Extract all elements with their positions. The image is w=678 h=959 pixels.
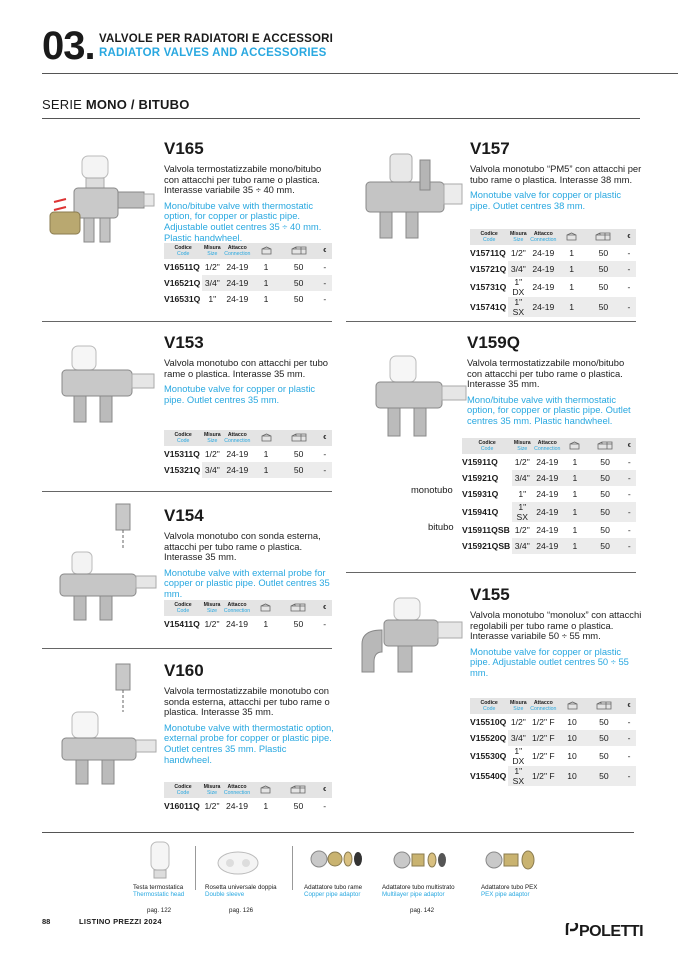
cell-size: 1/2" (510, 248, 526, 258)
price-header: € (623, 438, 636, 454)
cell-unit-qty: 1 (263, 801, 269, 811)
carton-box-icon (596, 701, 612, 710)
table-header-row (470, 229, 636, 245)
cell-product-code: V16011Q (164, 801, 200, 811)
cell-product-code: V15311Q (164, 449, 200, 459)
cell-connection: 1/2" F (532, 751, 555, 761)
table-header-row (164, 782, 332, 798)
cell-price: - (323, 449, 327, 459)
column-header: Codice Code (470, 229, 508, 245)
accessory-label-en: PEX pipe adaptor (481, 891, 530, 899)
cell-price: - (323, 619, 327, 629)
pack-unit-header (252, 243, 279, 259)
cell-connection: 24-19 (226, 262, 249, 272)
accessory-separator (195, 846, 196, 890)
column-header: Codice Code (462, 438, 512, 454)
section-divider (346, 572, 636, 573)
cell-unit-qty: 1 (562, 502, 587, 522)
column-header: Codice Code (164, 243, 202, 259)
cell-connection: 24-19 (222, 462, 252, 478)
pack-unit-header (558, 229, 585, 245)
cell-connection: 24-19 (226, 801, 248, 811)
cell-size: 1/2" (204, 801, 220, 811)
cell-carton-qty: 50 (293, 294, 304, 304)
product-desc-it: Valvola termostatizzabile mono/bitubo con attacchi per tubo rame o plastica. Interasse 35 mm. (467, 357, 625, 390)
column-header: Misura Size (203, 432, 221, 444)
product-name: V153 (164, 333, 204, 352)
column-header: Misura Size (513, 440, 531, 452)
product-name: V165 (164, 139, 204, 158)
cell-connection: 24-19 (222, 275, 252, 291)
column-header: Misura Size (203, 784, 221, 796)
accessory-thermostatic-head (133, 884, 184, 899)
product-desc-it: Valvola monotubo con attacchi per tubo rame o plastica. Interasse 35 mm. (164, 357, 328, 379)
table-row (164, 798, 332, 814)
cell-carton-qty: 50 (598, 282, 609, 292)
cell-unit-qty: 1 (572, 457, 578, 467)
cell-connection: 24-19 (532, 248, 555, 258)
column-header: Misura Size (509, 231, 527, 243)
price-header: € (317, 782, 332, 798)
table-row (470, 714, 636, 730)
column-header: Attacco Connection (224, 432, 251, 444)
table-header-row (470, 698, 636, 714)
cell-product-code: V15530Q (470, 751, 507, 761)
table-header-row (164, 600, 332, 616)
cell-price: - (627, 717, 631, 727)
product-desc-en: Mono/bitube valve with thermostatic option, for copper or plastic pipe. Outlet centres 35 mm. Plastic handwheel. (467, 393, 631, 426)
cell-carton-qty: 50 (293, 262, 304, 272)
chapter-number: 03. (42, 24, 95, 68)
cell-size: 3/4" (508, 261, 528, 277)
cell-product-code: V15741Q (470, 297, 508, 317)
cell-product-code: V16521Q (164, 275, 202, 291)
accessory-label-it: Testa termostatica (133, 884, 184, 891)
cell-connection: 24-19 (532, 538, 562, 554)
cell-price: - (627, 457, 631, 467)
series-divider (42, 118, 640, 119)
cell-product-code: V15721Q (470, 261, 508, 277)
product-desc-en: Monotube valve with external probe for copper or plastic pipe. Outlet centres 35 mm. (164, 566, 330, 599)
cell-unit-qty: 1 (572, 489, 578, 499)
cell-carton-qty: 50 (598, 248, 609, 258)
column-header: Attacco Connection (223, 602, 251, 614)
product-name: V157 (470, 139, 510, 158)
v153-valve-image (52, 340, 156, 430)
cell-product-code: V15911QSB (462, 525, 510, 535)
cell-price: - (323, 294, 327, 304)
accessory-double-sleeve (205, 884, 277, 899)
column-header: Attacco Connection (530, 231, 557, 243)
header-divider (42, 73, 678, 74)
product-table-v165 (164, 243, 332, 307)
brand-name: POLETTI (579, 923, 644, 940)
accessories-divider (42, 832, 634, 833)
table-row (470, 297, 636, 317)
accessory-separator (292, 846, 293, 890)
product-desc-en: Monotube valve for copper or plastic pipe. Adjustable outlet centres 50 ÷ 55 mm. (470, 645, 629, 678)
cell-unit-qty: 1 (569, 282, 575, 292)
cell-carton-qty: 50 (588, 538, 623, 554)
table-row (164, 446, 332, 462)
cell-carton-qty: 50 (600, 457, 610, 467)
cell-product-code: V15921QSB (462, 538, 512, 554)
cell-unit-qty: 10 (567, 717, 577, 727)
catalog-name: LISTINO PREZZI 2024 (79, 917, 162, 926)
cell-product-code: V15921Q (462, 470, 512, 486)
cell-unit-qty: 1 (569, 248, 575, 258)
table-header-row (164, 243, 332, 259)
cell-size: 1/2" (204, 619, 220, 629)
table-row (462, 454, 636, 470)
v157-valve-image (358, 150, 466, 246)
product-desc-it: Valvola monotubo “monolux” con attacchi regolabili per tubo rame o plastica. Interasse variabile 50 ÷ 55 mm. (470, 609, 642, 642)
cell-carton-qty: 50 (280, 462, 318, 478)
pack-carton-header (279, 600, 317, 616)
table-header-row (462, 438, 636, 454)
product-desc-it: Valvola termostatizzabile monotubo con sonda esterna, attacchi per tubo rame o plastica. Interasse 35 mm. (164, 685, 330, 718)
cell-price: - (627, 525, 631, 535)
cell-size: 1" DX (512, 277, 525, 297)
cell-price: - (323, 801, 327, 811)
pack-carton-header (279, 782, 317, 798)
product-v153 (164, 334, 336, 405)
cell-unit-qty: 1 (252, 462, 279, 478)
cell-unit-qty: 1 (572, 525, 578, 535)
cell-size: 3/4" (202, 275, 222, 291)
thermostatic-head-image (148, 840, 172, 880)
cell-connection: 24-19 (226, 449, 249, 459)
cell-size: 1" SX (508, 766, 528, 786)
single-box-icon (261, 433, 272, 442)
cell-product-code: V15941Q (462, 502, 512, 522)
price-header: € (622, 698, 636, 714)
cell-connection: 24-19 (532, 502, 562, 522)
product-table-v157 (470, 229, 636, 317)
cell-carton-qty: 50 (599, 751, 609, 761)
cell-price: - (627, 489, 631, 499)
accessory-multilayer-adaptor (382, 884, 455, 899)
v160-valve-image (56, 660, 160, 788)
cell-product-code: V15911Q (462, 457, 498, 467)
table-row (462, 538, 636, 554)
cell-carton-qty: 50 (599, 717, 609, 727)
cell-price: - (627, 248, 631, 258)
accessory-label-en: Copper pipe adaptor (304, 891, 361, 899)
price-header: € (317, 600, 332, 616)
cell-unit-qty: 1 (263, 619, 269, 629)
cell-size: 1/2" (204, 449, 220, 459)
cell-size: 3/4" (202, 462, 222, 478)
cell-size: 1" DX (512, 746, 525, 766)
table-row (164, 616, 332, 632)
cell-unit-qty: 1 (558, 297, 585, 317)
column-header: Attacco Connection (534, 440, 561, 452)
table-row (164, 462, 332, 478)
product-desc-it: Valvola termostatizzabile mono/bitubo con attacchi per tubo rame o plastica. Interasse variabile 35 ÷ 40 mm. (164, 163, 322, 196)
accessory-label-it: Adattatore tubo PEX (481, 884, 538, 891)
cell-carton-qty: 50 (600, 489, 610, 499)
cell-size: 1/2" (204, 262, 220, 272)
cell-unit-qty: 1 (252, 275, 279, 291)
table-row (164, 259, 332, 275)
carton-box-icon (595, 232, 611, 241)
double-sleeve-image (216, 846, 260, 876)
cell-carton-qty: 50 (586, 730, 622, 746)
series-prefix: SERIE (42, 97, 83, 112)
cell-connection: 24-19 (528, 297, 558, 317)
table-row (164, 291, 332, 307)
cell-product-code: V15540Q (470, 766, 508, 786)
section-divider (42, 321, 332, 322)
cell-size: 1/2" (514, 525, 530, 535)
cell-size: 1" (518, 489, 527, 499)
group-label-bitubo: bitubo (428, 521, 454, 532)
cell-connection: 24-19 (226, 294, 249, 304)
column-header: Misura Size (203, 602, 221, 614)
product-desc-en: Mono/bitube valve with thermostatic option, for copper or plastic pipe. Adjustable outlet centres 35 ÷ 40 mm. Plastic handwheel. (164, 199, 322, 243)
product-desc-en: Monotube valve for copper or plastic pipe. Outlet centres 35 mm. (164, 383, 316, 405)
pack-unit-header (252, 430, 279, 446)
cell-price: - (623, 502, 636, 522)
v165-valve-image (44, 150, 156, 248)
product-v157 (470, 140, 642, 211)
column-header: Attacco Connection (223, 784, 251, 796)
product-table-v155 (470, 698, 636, 786)
cell-product-code: V15711Q (470, 248, 506, 258)
brand-logo (565, 923, 643, 941)
cell-connection: 24-19 (536, 457, 559, 467)
page-ref-link[interactable]: pag. 126 (229, 907, 254, 914)
carton-box-icon (291, 433, 307, 442)
cell-unit-qty: 1 (263, 449, 269, 459)
product-table-v153 (164, 430, 332, 478)
column-header: Attacco Connection (224, 245, 251, 257)
single-box-icon (567, 701, 578, 710)
cell-connection: 24-19 (528, 261, 558, 277)
cell-price: - (318, 462, 332, 478)
accessory-copper-adaptor (304, 884, 362, 899)
page-ref-link[interactable]: pag. 142 (410, 907, 435, 914)
series-heading (42, 97, 190, 112)
section-divider (42, 491, 332, 492)
pack-unit-header (252, 600, 279, 616)
table-row (470, 766, 636, 786)
cell-carton-qty: 50 (585, 261, 622, 277)
cell-price: - (622, 730, 636, 746)
cell-price: - (627, 282, 631, 292)
cell-carton-qty: 50 (280, 275, 318, 291)
cell-connection: 24-19 (532, 282, 555, 292)
cell-product-code: V15510Q (470, 717, 507, 727)
pack-carton-header (586, 698, 622, 714)
chapter-title-it: VALVOLE PER RADIATORI E ACCESSORI (99, 33, 334, 45)
brand-logo-icon (565, 923, 579, 937)
pack-carton-header (588, 438, 623, 454)
cell-unit-qty: 1 (558, 261, 585, 277)
cell-size: 1" SX (512, 502, 532, 522)
cell-carton-qty: 50 (588, 470, 623, 486)
pack-unit-header (252, 782, 279, 798)
cell-unit-qty: 10 (558, 766, 585, 786)
cell-price: - (623, 538, 636, 554)
product-desc-en: Monotube valve with thermostatic option, external probe for copper or plastic pipe. Outlet centres 35 mm. Plastic handwheel. (164, 721, 334, 765)
cell-unit-qty: 10 (567, 751, 577, 761)
product-v160 (164, 662, 336, 765)
cell-product-code: V15931Q (462, 489, 499, 499)
cell-carton-qty: 50 (293, 449, 304, 459)
cell-size: 1/2" (510, 717, 526, 727)
page-number: 88 (42, 917, 51, 926)
cell-connection: 24-19 (536, 525, 559, 535)
cell-product-code: V15321Q (164, 462, 202, 478)
accessory-label-it: Adattatore tubo multistrato (382, 884, 455, 891)
cell-product-code: V16531Q (164, 294, 201, 304)
pack-carton-header (280, 430, 318, 446)
column-header: Codice Code (164, 600, 202, 616)
product-desc-it: Valvola monotubo con sonda esterna, attacchi per tubo rame o plastica. Interasse 35 mm. (164, 530, 321, 563)
section-divider (42, 648, 332, 649)
product-name: V155 (470, 585, 510, 604)
accessory-label-it: Adattatore tubo rame (304, 884, 363, 891)
cell-carton-qty: 50 (293, 619, 304, 629)
carton-box-icon (290, 785, 306, 794)
cell-size: 1/2" (514, 457, 530, 467)
pack-unit-header (558, 698, 585, 714)
v154-valve-image (54, 500, 158, 624)
product-desc-en: Monotube valve for copper or plastic pipe. Outlet centres 38 mm. (470, 189, 622, 211)
table-header-row (164, 430, 332, 446)
product-desc-it: Valvola monotubo “PM5” con attacchi per tubo rame o plastica. Interasse 38 mm. (470, 163, 642, 185)
column-header: Misura Size (509, 700, 527, 712)
product-v155 (470, 586, 642, 679)
single-box-icon (569, 441, 580, 450)
cell-price: - (318, 275, 332, 291)
product-v165 (164, 140, 336, 243)
cell-carton-qty: 50 (588, 502, 623, 522)
column-header: Misura Size (203, 245, 221, 257)
cell-connection: 1/2" F (528, 730, 558, 746)
cell-carton-qty: 50 (586, 766, 622, 786)
table-row (462, 502, 636, 522)
column-header: Attacco Connection (530, 700, 557, 712)
cell-connection: 24-19 (532, 470, 562, 486)
cell-price: - (323, 262, 327, 272)
product-name: V159Q (467, 333, 520, 352)
table-row (470, 746, 636, 766)
cell-unit-qty: 10 (558, 730, 585, 746)
cell-carton-qty: 50 (585, 297, 622, 317)
accessory-label-en: Thermostatic head (133, 891, 185, 899)
carton-box-icon (291, 246, 307, 255)
column-header: Codice Code (470, 698, 508, 714)
cell-product-code: V15731Q (470, 282, 507, 292)
cell-connection: 1/2" F (532, 717, 555, 727)
product-table-v160 (164, 782, 332, 814)
v155-valve-image (358, 594, 466, 678)
product-v154 (164, 507, 336, 600)
column-header: Codice Code (164, 782, 202, 798)
cell-connection: 1/2" F (528, 766, 558, 786)
accessory-label-en: Multilayer pipe adaptor (382, 891, 445, 899)
cell-price: - (622, 261, 636, 277)
single-box-icon (566, 232, 577, 241)
page-ref-link[interactable]: pag. 122 (147, 907, 172, 914)
chapter-title-en: RADIATOR VALVES AND ACCESSORIES (99, 47, 327, 59)
series-name: MONO / BITUBO (85, 97, 190, 112)
column-header: Codice Code (164, 430, 202, 446)
cell-size: 3/4" (512, 470, 532, 486)
cell-unit-qty: 1 (562, 538, 587, 554)
product-table-v159q (462, 438, 636, 554)
cell-product-code: V15520Q (470, 730, 508, 746)
carton-box-icon (597, 441, 613, 450)
cell-price: - (627, 751, 631, 761)
cell-product-code: V16511Q (164, 262, 200, 272)
cell-price: - (623, 470, 636, 486)
cell-carton-qty: 50 (293, 801, 304, 811)
table-row (164, 275, 332, 291)
cell-size: 3/4" (508, 730, 528, 746)
cell-price: - (622, 297, 636, 317)
cell-unit-qty: 1 (263, 294, 269, 304)
pack-unit-header (562, 438, 587, 454)
pex-adaptor-image (484, 845, 542, 873)
table-row (470, 277, 636, 297)
table-row (462, 470, 636, 486)
product-table-v154 (164, 600, 332, 632)
cell-unit-qty: 1 (263, 262, 269, 272)
cell-price: - (622, 766, 636, 786)
cell-product-code: V15411Q (164, 619, 200, 629)
cell-unit-qty: 1 (562, 470, 587, 486)
price-header: € (318, 243, 332, 259)
cell-carton-qty: 50 (600, 525, 610, 535)
section-divider (346, 321, 636, 322)
copper-adaptor-image (310, 845, 364, 871)
single-box-icon (260, 603, 271, 612)
cell-connection: 24-19 (536, 489, 559, 499)
accessory-pex-adaptor (481, 884, 537, 899)
table-row (462, 522, 636, 538)
table-row (470, 730, 636, 746)
cell-size: 1" SX (508, 297, 528, 317)
table-row (470, 261, 636, 277)
multilayer-adaptor-image (392, 845, 452, 873)
product-name: V154 (164, 506, 204, 525)
single-box-icon (261, 246, 272, 255)
price-header: € (622, 229, 636, 245)
cell-size: 3/4" (512, 538, 532, 554)
product-v159q (467, 334, 639, 427)
accessory-label-it: Rosetta universale doppia (205, 884, 277, 891)
group-label-monotubo: monotubo (411, 484, 453, 495)
accessory-label-en: Double sleeve (205, 891, 245, 899)
price-header: € (318, 430, 332, 446)
pack-carton-header (585, 229, 622, 245)
pack-carton-header (280, 243, 318, 259)
v159q-valve-image (368, 352, 468, 444)
table-row (462, 486, 636, 502)
cell-size: 1" (208, 294, 217, 304)
table-row (470, 245, 636, 261)
single-box-icon (260, 785, 271, 794)
product-name: V160 (164, 661, 204, 680)
cell-connection: 24-19 (226, 619, 248, 629)
carton-box-icon (290, 603, 306, 612)
